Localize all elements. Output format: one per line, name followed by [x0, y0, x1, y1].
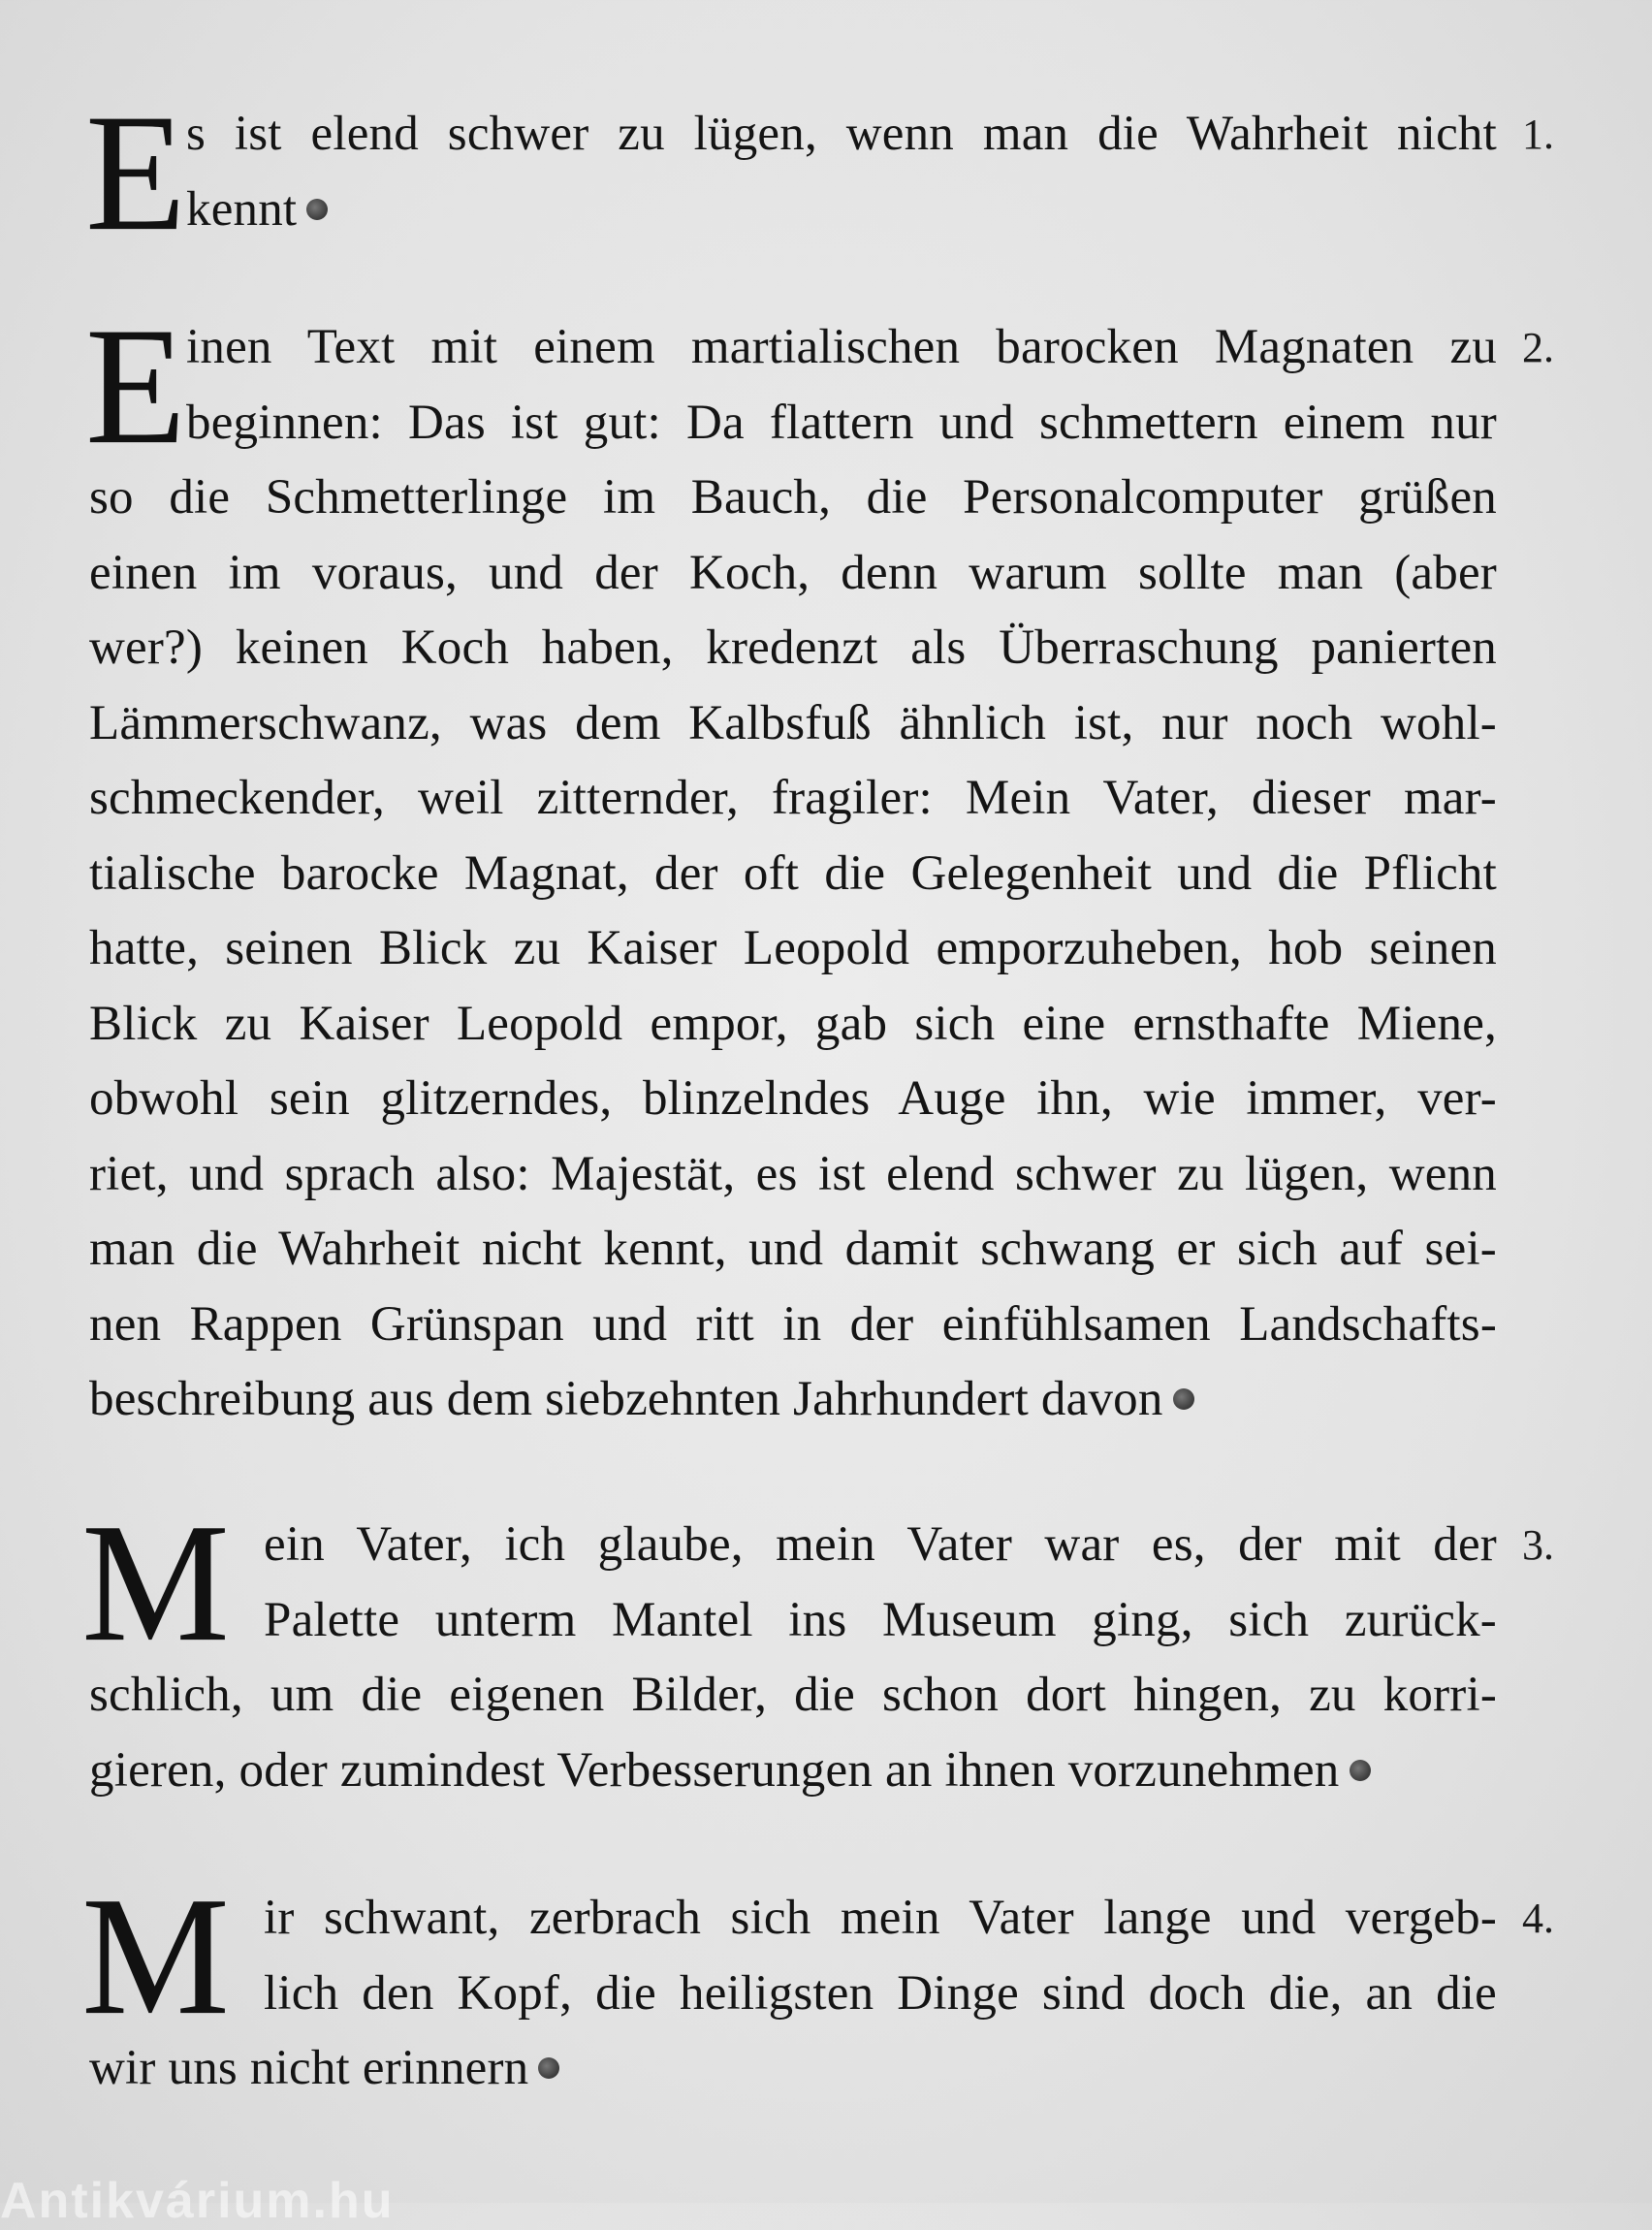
text-line: nen Rappen Grünspan und ritt in der einfühlsamen Landschafts-: [89, 1296, 1497, 1352]
bullet-icon: [306, 199, 328, 220]
text-line: man die Wahrheit nicht kennt, und damit schwang er sich auf sei-: [89, 1222, 1497, 1276]
text-line: kennt: [89, 173, 1497, 248]
text-line: s ist elend schwer zu lügen, wenn man die Wahrheit nicht: [186, 107, 1497, 161]
bullet-icon: [1173, 1388, 1194, 1410]
text-line: beginnen: Das ist gut: Da flattern und schmettern einem nur: [186, 395, 1497, 450]
paragraph-2: [85, 293, 1497, 1438]
bullet-icon: [538, 2057, 559, 2079]
text-line: Blick zu Kaiser Leopold empor, gab sich eine ernsthafte Miene,: [89, 996, 1497, 1051]
text-line: Lämmerschwanz, was dem Kalbsfuß ähnlich ist, nur noch wohl-: [89, 695, 1497, 750]
text-line: wir uns nicht erinnern: [89, 2031, 1497, 2107]
paragraph-4: [81, 1863, 1497, 2107]
text-line: ein Vater, ich glaube, mein Vater war es, der mit der: [264, 1517, 1497, 1572]
text-line: ir schwant, zerbrach sich mein Vater lange und vergeb-: [264, 1891, 1497, 1945]
paragraph-1: [85, 80, 1497, 266]
text-line: obwohl sein glitzerndes, blinzelndes Auge ihn, wie immer, ver-: [89, 1071, 1497, 1126]
text-line: lich den Kopf, die heiligsten Dinge sind doch die, an die: [264, 1965, 1497, 2021]
paragraph-number: 3.: [1522, 1521, 1554, 1569]
paragraph-number: 1.: [1522, 111, 1554, 158]
text-line: so die Schmetterlinge im Bauch, die Personalcomputer grüßen: [89, 470, 1497, 525]
text-line: beschreibung aus dem siebzehnten Jahrhundert davon: [89, 1362, 1497, 1438]
text-line: riet, und sprach also: Majestät, es ist elend schwer zu lügen, wenn: [89, 1146, 1497, 1201]
paragraph-3: [81, 1489, 1497, 1808]
text-line: wer?) keinen Koch haben, kredenzt als Überraschung panierten: [89, 621, 1497, 675]
dropcap: E: [85, 293, 187, 479]
paragraph-number: 4.: [1522, 1895, 1554, 1942]
paragraph-number: 2.: [1522, 324, 1554, 371]
text-line: schlich, um die eigenen Bilder, die schon dort hingen, zu korri-: [89, 1668, 1497, 1722]
text-line: tialische barocke Magnat, der oft die Gelegenheit und die Pflicht: [89, 845, 1497, 901]
text-line: inen Text mit einem martialischen barocken Magnaten zu: [186, 320, 1497, 374]
text-line: Palette unterm Mantel ins Museum ging, sich zurück-: [264, 1592, 1497, 1647]
text-line: schmeckender, weil zitternder, fragiler: Mein Vater, dieser mar-: [89, 771, 1497, 825]
bullet-icon: [1350, 1760, 1371, 1781]
dropcap: M: [81, 1489, 231, 1677]
dropcap: M: [81, 1863, 231, 2051]
dropcap: E: [85, 80, 187, 266]
text-line: einen im voraus, und der Koch, denn warum sollte man (aber: [89, 545, 1497, 600]
text-line: hatte, seinen Blick zu Kaiser Leopold emporzuheben, hob seinen: [89, 921, 1497, 975]
watermark: Antikvárium.hu: [0, 2173, 395, 2229]
text-line: gieren, oder zumindest Verbesserungen an ihnen vorzunehmen: [89, 1734, 1497, 1809]
